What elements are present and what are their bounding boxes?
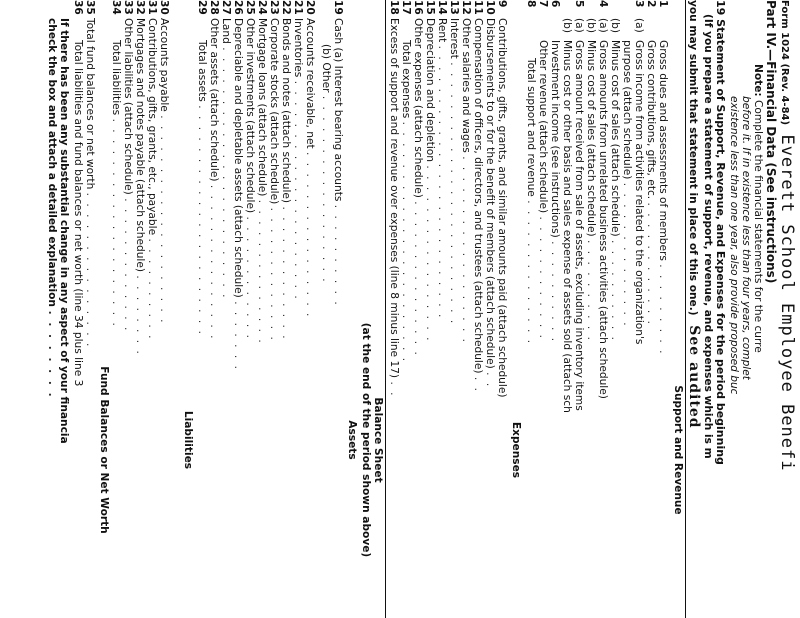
statement-subnote-2: [685, 0, 702, 429]
liability-item: 33Other liabilities (attach schedule) . . . . . . . . . . . . .: [122, 0, 134, 333]
footer-line-2: [45, 18, 58, 399]
expense-item: 18Excess of support and revenue over expenses (line 8 minus line 17) . .: [388, 0, 400, 398]
asset-item: 25Other investments (attach schedule) . . . . . . . . . . . .: [244, 0, 256, 340]
note-line-3: existence less than one year, also provide proposed buc: [728, 96, 740, 395]
statement-subnote-2-text: you may submit that statement in place of this one.): [687, 0, 699, 316]
support-item: 8Total support and revenue . . . . . . . . . . . . . .: [525, 0, 537, 346]
asset-item: 26Depreciable and depletable assets (attach schedule) . . . . . . .: [232, 0, 244, 371]
support-item: 2Gross contributions, gifts, etc. . . . . . . . . . . . .: [645, 0, 657, 326]
expense-item: 9Contributions, gifts, grants, and similar amounts paid (attach schedule): [496, 0, 508, 398]
note-line-1: Complete the financial statements for the curre: [752, 100, 764, 353]
expense-item: 15Depreciation and depletion . . . . . . . . . . . . . . . . .: [424, 0, 436, 343]
asset-item: 23Corporate stocks (attach schedule) . . . . . . . . . . . . .: [268, 0, 280, 342]
support-heading: Support and Revenue: [672, 385, 684, 515]
expense-item: 17Total expenses . . . . . . . . . . . . . . . . . . . . . . .: [400, 0, 412, 364]
part-note-1: [751, 64, 764, 353]
support-item: 1Gross dues and assessments of members . . . . . . . . .: [657, 0, 669, 356]
support-item: (b)Minus cost or other basis and sales expense of assets sold (attach sch: [561, 18, 573, 413]
balance-heading: Balance Sheet: [372, 397, 384, 483]
statement-line-number: 19: [714, 0, 727, 16]
asset-item: 19Cash (a) Interest bearing accounts . . . . . . . . . .: [332, 0, 344, 307]
liability-item: 34Total liabilities . . . . . . . . . . . . . . . . . . . .: [110, 0, 122, 328]
expense-item: 11Compensation of officers, directors, and trustees (attach schedule) . .: [472, 0, 484, 393]
organization-name: Everett School Employee Benefi: [777, 134, 797, 472]
asset-item: 24Mortgage loans (attach schedule) . . . . . . . . . . . . . .: [256, 0, 268, 345]
support-item: purpose (attach schedule) . . . . . . . . . . . . . .: [621, 40, 633, 328]
fund-item: 36Total liabilities and fund balances or net worth (line 34 plus line 3: [72, 0, 84, 387]
statement-subnote-1: (If you prepare a statement of support, revenue, and expenses which is m: [702, 14, 714, 459]
footer-line-2-text: check the box and attach a detailed explanation: [46, 18, 58, 307]
balance-rule: [385, 0, 386, 618]
statement-title-text: Statement of Support, Revenue, and Expenses for the period beginning: [714, 19, 727, 465]
asset-item: 29Total assets . . . . . . . . . . . . . . . . . . . . . .: [196, 0, 208, 337]
support-item: 4(a)Gross amounts from unrelated business activities (attach schedule): [597, 0, 609, 399]
expense-item: 12Other salaries and wages . . . . . . . . . . . . . . . . . .: [460, 0, 472, 345]
support-item: (b)Minus cost of sales (attach schedule) . . . . . . . . . .: [585, 18, 597, 342]
asset-item: 27Land . . . . . . . . . . . . . . . . . . . . . . . .: [220, 0, 232, 300]
support-item: 5(a)Gross amount received from sale of assets, excluding inventory items: [573, 0, 585, 411]
footer-line-1: If there has been any substantial change in any aspect of your financia: [58, 18, 70, 444]
expenses-heading: Expenses: [510, 421, 522, 479]
liability-item: 32Mortgages and notes payable (attach schedule) . . . . . . . .: [134, 0, 146, 356]
part-title: Part IV.—Financial Data (See instructions): [764, 0, 778, 284]
note-label: Note:: [752, 64, 764, 97]
handwritten-annotation: See audited: [686, 325, 702, 429]
statement-title: [714, 0, 727, 465]
asset-item: (b) Other . . . . . . . . . . . . . . . . . .: [320, 44, 332, 284]
note-line-2: before it. If in existence less than four years, complet: [740, 96, 752, 380]
liability-item: 30Accounts payable . . . . . . . . . . . . . . . . . . . .: [158, 0, 170, 325]
form-id: Form 1024 (Rev. 4-84): [779, 0, 790, 126]
expense-item: 16Other expenses (attach schedule) . . . . . . . . . . . . . . .: [412, 0, 424, 357]
liability-item: 31Contributions, gifts, grants, etc., payable . . . . . . . . . .: [146, 0, 158, 341]
fund-item: 35Total fund balances or net worth . . . . . . . . . . . . . . .: [84, 0, 96, 349]
support-item: 6Investment income (see instructions) . . . . . . . . . .: [549, 0, 561, 344]
asset-item: 22Bonds and notes (attach schedule) . . . . . . . . . . . . .: [280, 0, 292, 341]
support-item: 3(a)Gross income from activities related to the organization's: [633, 0, 645, 345]
fund-balances-heading: Fund Balances or Net Worth: [98, 366, 110, 534]
support-item: 7Other revenue (attach schedule) . . . . . . . . . . . .: [537, 0, 549, 340]
form-header: [777, 0, 797, 618]
asset-item: 20Accounts receivable, net . . . . . . . . . . . . . . . .: [304, 0, 316, 319]
expense-item: 14Rent . . . . . . . . . . . . . . . . . . . . . . . . . .: [436, 0, 448, 320]
footer-leader: . . . . . . . .: [46, 310, 58, 399]
balance-subheading: (at the end of the period shown above): [360, 322, 372, 558]
expense-item: 10Disbursements to or for the benefit of members (attach schedule) . .: [484, 0, 496, 389]
asset-item: 28Other assets (attach schedule) . . . . . . . . . . . . . . .: [208, 0, 220, 341]
asset-item: 21Inventories . . . . . . . . . . . . . . . . . . . . .: [292, 0, 304, 301]
liabilities-heading: Liabilities: [182, 410, 194, 470]
expense-item: 13Interest . . . . . . . . . . . . . . . . . . . . . . . . .: [448, 0, 460, 326]
statement-rule: [685, 0, 686, 618]
assets-heading: Assets: [346, 420, 358, 460]
support-item: (b)Minus cost of sales (attach schedule) . . . . . . . . . .: [609, 18, 621, 342]
